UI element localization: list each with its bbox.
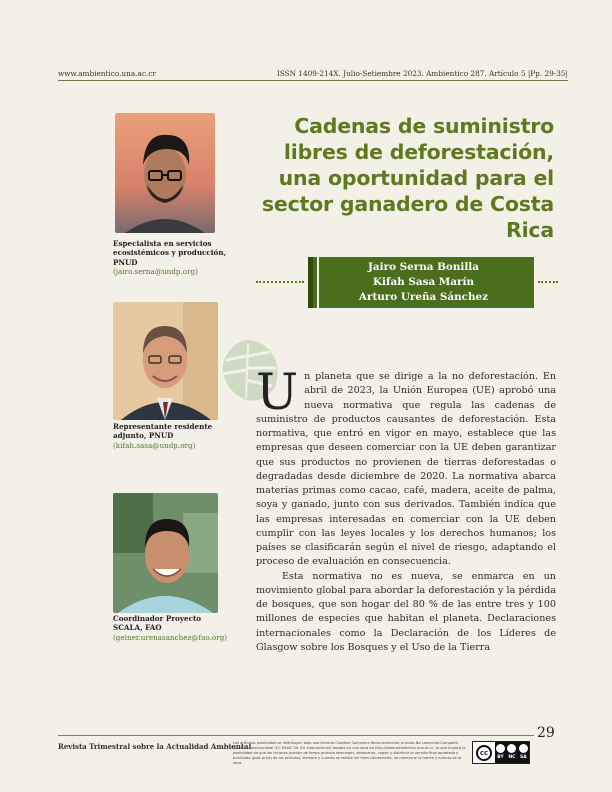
- author-email-1[interactable]: (jairo.serna@undp.org): [113, 266, 198, 276]
- cc-label: cc: [476, 745, 492, 761]
- cc-tag-by: BY: [497, 755, 504, 760]
- author-caption-2: [113, 422, 228, 450]
- body-paragraph-1: [256, 363, 556, 570]
- cc-icon: [473, 742, 495, 763]
- author-caption-3: [113, 614, 228, 642]
- author-email-3[interactable]: (geiner.urenasanchez@fao.org): [113, 632, 228, 642]
- author-role-3: Coordinador Proyecto SCALA, FAO: [113, 614, 202, 633]
- author-role-2: Representante residente adjunto, PNUD: [113, 422, 213, 441]
- body-paragraph-2: Esta normativa no es nueva, se enmarca en un movimiento global para abordar la deforestación y la pérdida de bosques, que son hogar del 80 % de las entre tres y 100 millones de especies que habitan el planeta. Declaraciones internacionales como la Declaración de los Líderes de Glasgow sobre los Bosques y el Uso de la Tierra: [256, 570, 556, 653]
- article-body: [256, 363, 556, 655]
- license-text: Los artículos publicados se distribuyen bajo una licencia Creative Commons Reconocimiento al autor-No comercial-Compartir igual 4.0 Internacional (CC BY-NC SA 4.0 Internacional) basada en una obra en http://www.ambientico.una.ac.cr, lo que implica la posibilidad de que los lectores puedan de forma gratuita descargar, almacenar, copiar y distribuir la versión final aprobada y publicada (post print) de los artículos, siempre y cuando se realice sin fines comerciales, se mencione la fuente y autoría de la obra.: [233, 741, 466, 765]
- header-rule: [58, 80, 568, 81]
- by-icon: [496, 744, 505, 753]
- footer-rule: [58, 735, 534, 736]
- body-paragraph-1-text: n planeta que se dirige a la no deforestación. En abril de 2023, la Unión Europea (UE) aprobó una nueva normativa que regula las cadenas de suministro de productos causantes de deforestación. Esta normativa, que entró en vigor en mayo, establece que las empresas que deseen comerciar con la UE deben garantizar que sus productos no provienen de tierras deforestadas o degradadas desde diciembre de 2020. La normativa abarca materias primas como cacao, café, madera, aceite de palma, soya y ganado, junto con sus derivados. También indica que las empresas interesadas en comerciar con la UE deben cumplir con las leyes locales y los derechos humanos; los países se clasificarán según el nivel de riesgo, adaptando el proceso de evaluación en consecuencia.: [256, 371, 556, 568]
- author-photo-1: [115, 113, 215, 233]
- cc-terms: [495, 742, 529, 763]
- drop-cap: U: [256, 363, 299, 421]
- cc-tag-nc: NC: [508, 755, 516, 760]
- author-name-1: Jairo Serna Bonilla: [368, 261, 479, 273]
- issn-line: ISSN 1409-214X. Julio-Setiembre 2023. Ambientico 287. Artículo 5 |Pp. 29-35|: [276, 69, 568, 78]
- cc-license-badge[interactable]: [472, 741, 530, 764]
- page-number: 29: [537, 725, 555, 741]
- article-title: Cadenas de suministro libres de deforestación, una oportunidad para el sector ganadero de Costa Rica: [261, 114, 554, 242]
- authors-box: [308, 257, 534, 308]
- dotted-divider-left: [256, 281, 304, 283]
- authors-box-stripe: [317, 257, 319, 308]
- author-role-1: Especialista en servicios ecosistémicos y producción, PNUD: [113, 239, 227, 267]
- author-name-3: Arturo Ureña Sánchez: [358, 291, 489, 303]
- journal-name: Revista Trimestral sobre la Actualidad Ambiental: [58, 742, 252, 751]
- nc-icon: [507, 744, 516, 753]
- cc-tag-sa: SA: [519, 755, 527, 760]
- sa-icon: [519, 744, 528, 753]
- author-email-2[interactable]: (kifah.sasa@undp.org): [113, 440, 196, 450]
- site-url[interactable]: www.ambientico.una.ac.cr: [58, 69, 156, 78]
- author-photo-2: [113, 302, 218, 420]
- author-caption-1: [113, 239, 228, 276]
- author-name-2: Kifah Sasa Marín: [373, 276, 474, 288]
- dotted-divider-right: [538, 281, 558, 283]
- author-photo-3: [113, 493, 218, 613]
